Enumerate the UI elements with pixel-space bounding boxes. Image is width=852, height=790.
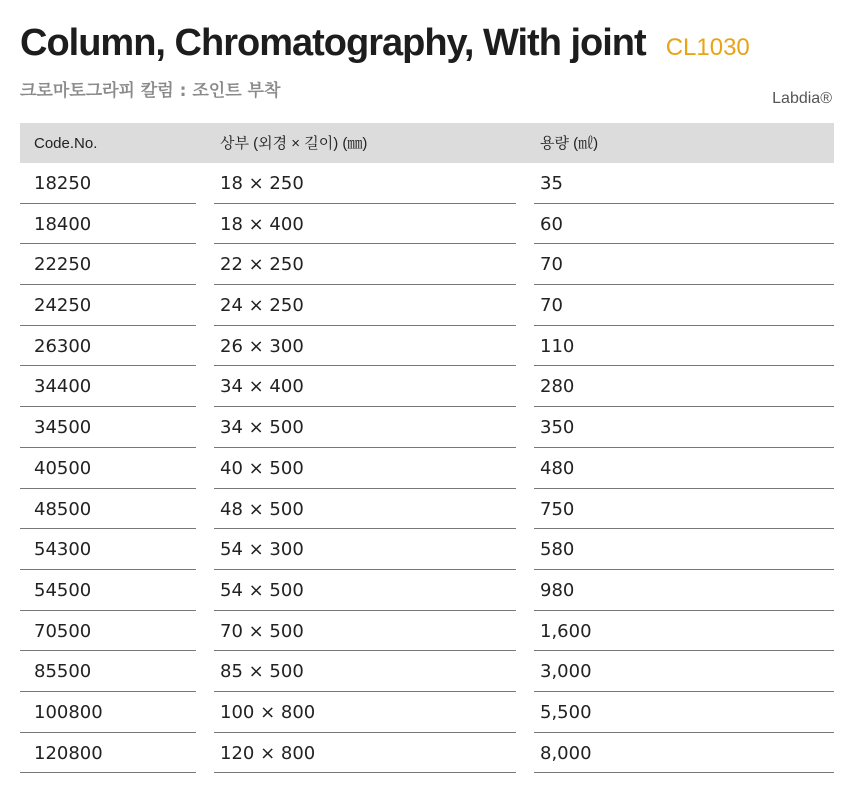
table-row [20, 611, 834, 652]
cell-capacity: 60 [534, 204, 834, 245]
cell-size: 18 × 400 [214, 204, 516, 245]
cell-code: 120800 [20, 733, 196, 774]
cell-capacity: 1,600 [534, 611, 834, 652]
cell-capacity: 580 [534, 529, 834, 570]
table-row [20, 529, 834, 570]
table-row [20, 651, 834, 692]
cell-size: 18 × 250 [214, 163, 516, 204]
page-title: Column, Chromatography, With joint [20, 22, 646, 64]
cell-code: 22250 [20, 244, 196, 285]
cell-code: 34500 [20, 407, 196, 448]
cell-size: 40 × 500 [214, 448, 516, 489]
cell-size: 100 × 800 [214, 692, 516, 733]
table-row [20, 285, 834, 326]
cell-capacity: 35 [534, 163, 834, 204]
cell-code: 54300 [20, 529, 196, 570]
table-header [20, 123, 834, 163]
cell-code: 18250 [20, 163, 196, 204]
table-row [20, 244, 834, 285]
cell-code: 70500 [20, 611, 196, 652]
cell-code: 100800 [20, 692, 196, 733]
table-row [20, 733, 834, 774]
cell-code: 34400 [20, 366, 196, 407]
cell-capacity: 70 [534, 244, 834, 285]
table-row [20, 163, 834, 204]
cell-size: 120 × 800 [214, 733, 516, 774]
cell-size: 34 × 500 [214, 407, 516, 448]
cell-code: 54500 [20, 570, 196, 611]
cell-code: 24250 [20, 285, 196, 326]
spec-table [20, 123, 834, 773]
cell-size: 26 × 300 [214, 326, 516, 367]
table-row [20, 448, 834, 489]
table-row [20, 407, 834, 448]
table-body [20, 163, 834, 773]
cell-size: 22 × 250 [214, 244, 516, 285]
cell-capacity: 280 [534, 366, 834, 407]
cell-size: 34 × 400 [214, 366, 516, 407]
cell-size: 85 × 500 [214, 651, 516, 692]
cell-capacity: 3,000 [534, 651, 834, 692]
cell-capacity: 70 [534, 285, 834, 326]
cell-capacity: 8,000 [534, 733, 834, 774]
cell-code: 85500 [20, 651, 196, 692]
title-row [20, 22, 750, 65]
cell-size: 48 × 500 [214, 489, 516, 530]
table-row [20, 204, 834, 245]
product-code: CL1030 [665, 34, 750, 61]
table-row [20, 366, 834, 407]
brand-label: Labdia® [772, 90, 832, 107]
cell-capacity: 980 [534, 570, 834, 611]
table-row [20, 570, 834, 611]
cell-capacity: 350 [534, 407, 834, 448]
column-header-code: Code.No. [34, 135, 98, 152]
table-row [20, 692, 834, 733]
page-subtitle: 크로마토그라피 칼럼 : 조인트 부착 [20, 81, 281, 101]
cell-capacity: 750 [534, 489, 834, 530]
cell-capacity: 5,500 [534, 692, 834, 733]
cell-capacity: 110 [534, 326, 834, 367]
cell-code: 48500 [20, 489, 196, 530]
table-row [20, 326, 834, 367]
column-header-capacity: 용량 (㎖) [540, 135, 599, 152]
cell-code: 40500 [20, 448, 196, 489]
cell-size: 24 × 250 [214, 285, 516, 326]
cell-code: 26300 [20, 326, 196, 367]
cell-capacity: 480 [534, 448, 834, 489]
cell-code: 18400 [20, 204, 196, 245]
table-row [20, 489, 834, 530]
column-header-size: 상부 (외경 × 길이) (㎜) [220, 135, 368, 152]
cell-size: 54 × 300 [214, 529, 516, 570]
cell-size: 70 × 500 [214, 611, 516, 652]
cell-size: 54 × 500 [214, 570, 516, 611]
